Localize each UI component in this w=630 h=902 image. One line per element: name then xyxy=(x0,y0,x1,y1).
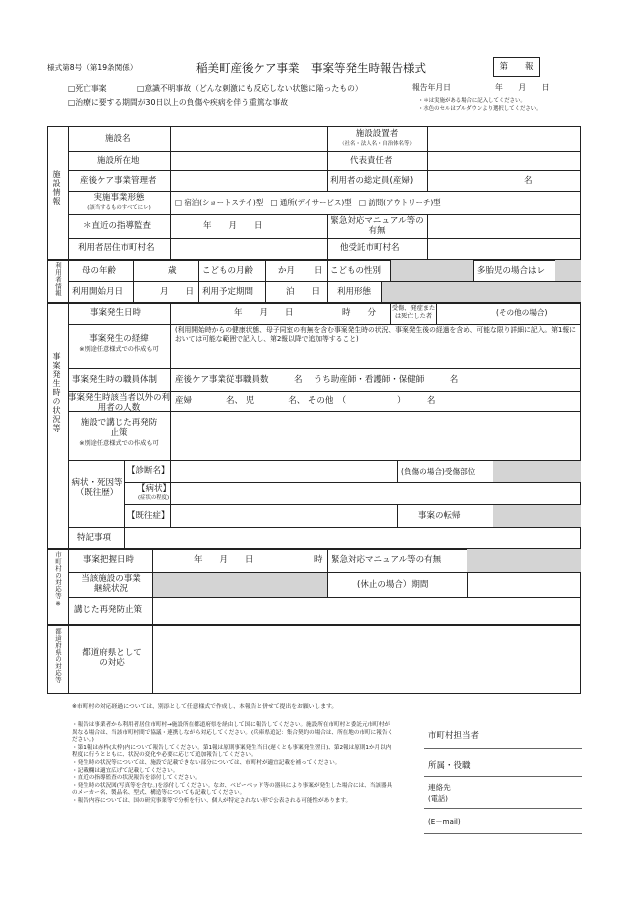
progress-instruction: (利用開始時からの健康状態、母子同室の有無を含む事案発生時の状況、事案発生後の経過を含め、可能な限り詳細に記入。第1報においては可能な範囲で記入し、第2報以降で追加等すること) xyxy=(175,326,576,343)
label-department: 所属・役職 xyxy=(428,761,471,771)
label-measures-sub: ※別途任意様式での作成も可 xyxy=(79,440,159,447)
check-serious-injury[interactable]: □治療に要する期間が30日以上の負傷や疾病を伴う重篤な事故 xyxy=(68,98,289,107)
capacity-unit: 名 xyxy=(524,176,533,186)
label-inspection: ＊直近の指導監査 xyxy=(83,221,152,231)
label-illness: 【病状】 xyxy=(137,484,172,494)
victim-other: (その他の場合) xyxy=(496,308,548,317)
label-symptoms: 病状・死因等（既往歴） xyxy=(71,478,123,498)
section-facility-info: 施設情報 xyxy=(52,170,61,206)
label-start-date: 利用開始月日 xyxy=(72,287,124,297)
form-number: 様式第8号（第19条関係） xyxy=(47,63,138,72)
footer-note: ・報告内容については、国の研究事業等で分析を行い、個人が特定されない形で公表される可能性があります。 xyxy=(72,797,352,804)
users-detail[interactable]: 産婦 名、 児 名、 その他 （ ） 名 xyxy=(175,396,436,406)
label-child-age: こどもの月齢 xyxy=(202,266,254,276)
label-special: 特記事項 xyxy=(77,533,112,543)
footer-note: ・記載欄は適宜広げて記載してください。 xyxy=(72,767,179,774)
label-progress-sub: ※別途任意様式での作成も可 xyxy=(79,346,159,353)
label-phone: (電話) xyxy=(428,794,448,803)
section-occurrence: 事案発生時の状況等 xyxy=(52,352,61,433)
label-founder: 施設設置者 xyxy=(355,129,399,139)
occurrence-date-field[interactable]: 年 月 日 xyxy=(234,308,294,318)
label-service-type: 実施事業形態 xyxy=(93,193,145,203)
label-facility-name: 施設名 xyxy=(105,134,131,144)
label-multiple-birth: 多胎児の場合はレ xyxy=(477,266,546,276)
label-occurrence-date: 事案発生日時 xyxy=(90,308,142,318)
label-user-city: 利用者居住市町村名 xyxy=(78,243,155,253)
label-progress: 事案発生の経緯 xyxy=(89,334,149,344)
occurrence-time-unit: 時 分 xyxy=(342,308,377,318)
age-unit: 歳 xyxy=(168,266,177,276)
footer-notes xyxy=(72,722,394,806)
label-contact: 連絡先 xyxy=(428,783,451,792)
label-manager: 産後ケア事業管理者 xyxy=(80,176,157,186)
staff-detail[interactable]: 産後ケア事業従事職員数 名 うち助産師・看護師・保健師 名 xyxy=(175,375,459,385)
label-email: (E－mail) xyxy=(428,817,461,826)
section-prefecture: 都道府県の対応等 xyxy=(54,628,62,684)
label-emergency-manual: 緊急対応マニュアル等の有無 xyxy=(330,216,424,236)
label-service-type-sub: (該当するものすべてにレ) xyxy=(87,205,151,211)
report-date-field[interactable]: 年 月 日 xyxy=(495,83,550,92)
label-suspension: (休止の場合）期間 xyxy=(357,580,429,590)
label-grasp-date: 事案把握日時 xyxy=(83,555,135,565)
note-dropdown: ・水色のセルはプルダウンより選択してください。 xyxy=(418,106,542,112)
note-asterisk: ・＊は実施がある場合に記入してください。 xyxy=(418,98,526,104)
report-date-label: 報告年月日 xyxy=(412,83,451,92)
service-type-options[interactable]: □ 宿泊(ショートステイ)型 □ 通所(デイサービス)型 □ 訪問(アウトリーチ)型 xyxy=(175,198,441,207)
label-prevention: 講じた再発防止策 xyxy=(74,605,143,615)
label-prefecture-response: 都道府県としての対応 xyxy=(82,648,142,668)
label-outcome: 事案の転帰 xyxy=(418,511,461,521)
city-note: ※市町村の対応経過については、別添として任意様式で作成し、本報告と併せて提出をお願いします。 xyxy=(72,704,338,710)
label-history: 【既往症】 xyxy=(127,511,170,521)
footer-note: ・発生時の状況図(写真等を含む。)を添付してください。なお、ベビーベッド等の器具により事案が発生した場合には、当該器具のメーカー名、製品名、型式、構造等についても記載してください。 xyxy=(72,782,393,797)
label-use-type: 利用形態 xyxy=(337,287,372,297)
label-founder-sub: （社名・法人名・自治体名等） xyxy=(339,141,415,147)
check-death[interactable]: □死亡事案 xyxy=(68,84,107,93)
label-measures: 施設で講じた再発防止策 xyxy=(80,418,158,438)
label-other-users: 事案発生時該当者以外の利用者の人数 xyxy=(68,393,171,413)
nights-unit: 泊 日 xyxy=(286,287,321,297)
label-city-manual: 緊急対応マニュアル等の有無 xyxy=(331,555,442,565)
label-injury-site: (負傷の場合)受傷部位 xyxy=(401,467,476,476)
label-continuity: 当該施設の事業継続状況 xyxy=(81,574,141,594)
label-other-city: 他受託市町村名 xyxy=(340,243,400,253)
label-victim: 受傷、発症または死亡した者 xyxy=(391,305,436,320)
page-title: 稲美町産後ケア事業 事案等発生時報告様式 xyxy=(196,61,426,75)
city-staff-title: 市町村担当者 xyxy=(428,731,480,741)
footer-note: ・報告は事業者から利用者居住市町村→施設所在都道府県を経由して国に報告してください。施設所在市町村と委託元市町村が異なる場合は、当該市町村間で協議・連携しながら対応してください。(兵庫県追記：集合契約の場合は、所在地の市町に報告ください。) xyxy=(72,722,394,744)
section-user-info: 利用者情報 xyxy=(54,262,62,297)
footer-note: ・第1報は赤枠(太枠)内について報告してください。第1報は原則事案発生当日(遅くとも事案発生翌日)、第2報は原則1か月以内程度に行うとともに、状況の変化や必要に応じて追加報告してください。 xyxy=(72,744,392,759)
footer-note: ・直近の指導監査の状況報告を添付してください。 xyxy=(72,775,201,782)
label-child-sex: こどもの性別 xyxy=(330,266,382,276)
report-number-box[interactable]: 第 報 xyxy=(493,57,540,77)
check-unconscious[interactable]: □意識不明事故（どんな刺激にも反応しない状態に陥ったもの） xyxy=(137,84,363,93)
footer-note: ・発生時の状況等については、施設で記載できない部分については、市町村が適宜記載を補ってください。 xyxy=(72,759,341,766)
label-representative: 代表責任者 xyxy=(350,156,393,166)
section-municipality: 市町村の対応等※ xyxy=(54,551,62,608)
label-mother-age: 母の年齢 xyxy=(82,266,117,276)
label-planned-period: 利用予定期間 xyxy=(202,287,254,297)
days-unit: 日 xyxy=(314,266,323,276)
grasp-hour-unit: 時 xyxy=(314,555,323,565)
grasp-date-field[interactable]: 年 月 日 xyxy=(194,555,254,565)
label-address: 施設所在地 xyxy=(97,156,140,166)
label-total-capacity: 利用者の総定員(産婦) xyxy=(330,176,414,186)
months-unit: か月 xyxy=(278,266,296,276)
label-staff: 事案発生時の職員体制 xyxy=(72,375,158,385)
inspection-date[interactable]: 年 月 日 xyxy=(203,221,263,231)
label-diagnosis: 【診断名】 xyxy=(127,466,170,476)
label-illness-sub: (症状の程度) xyxy=(138,495,170,501)
start-date-field[interactable]: 月 日 xyxy=(160,287,195,297)
